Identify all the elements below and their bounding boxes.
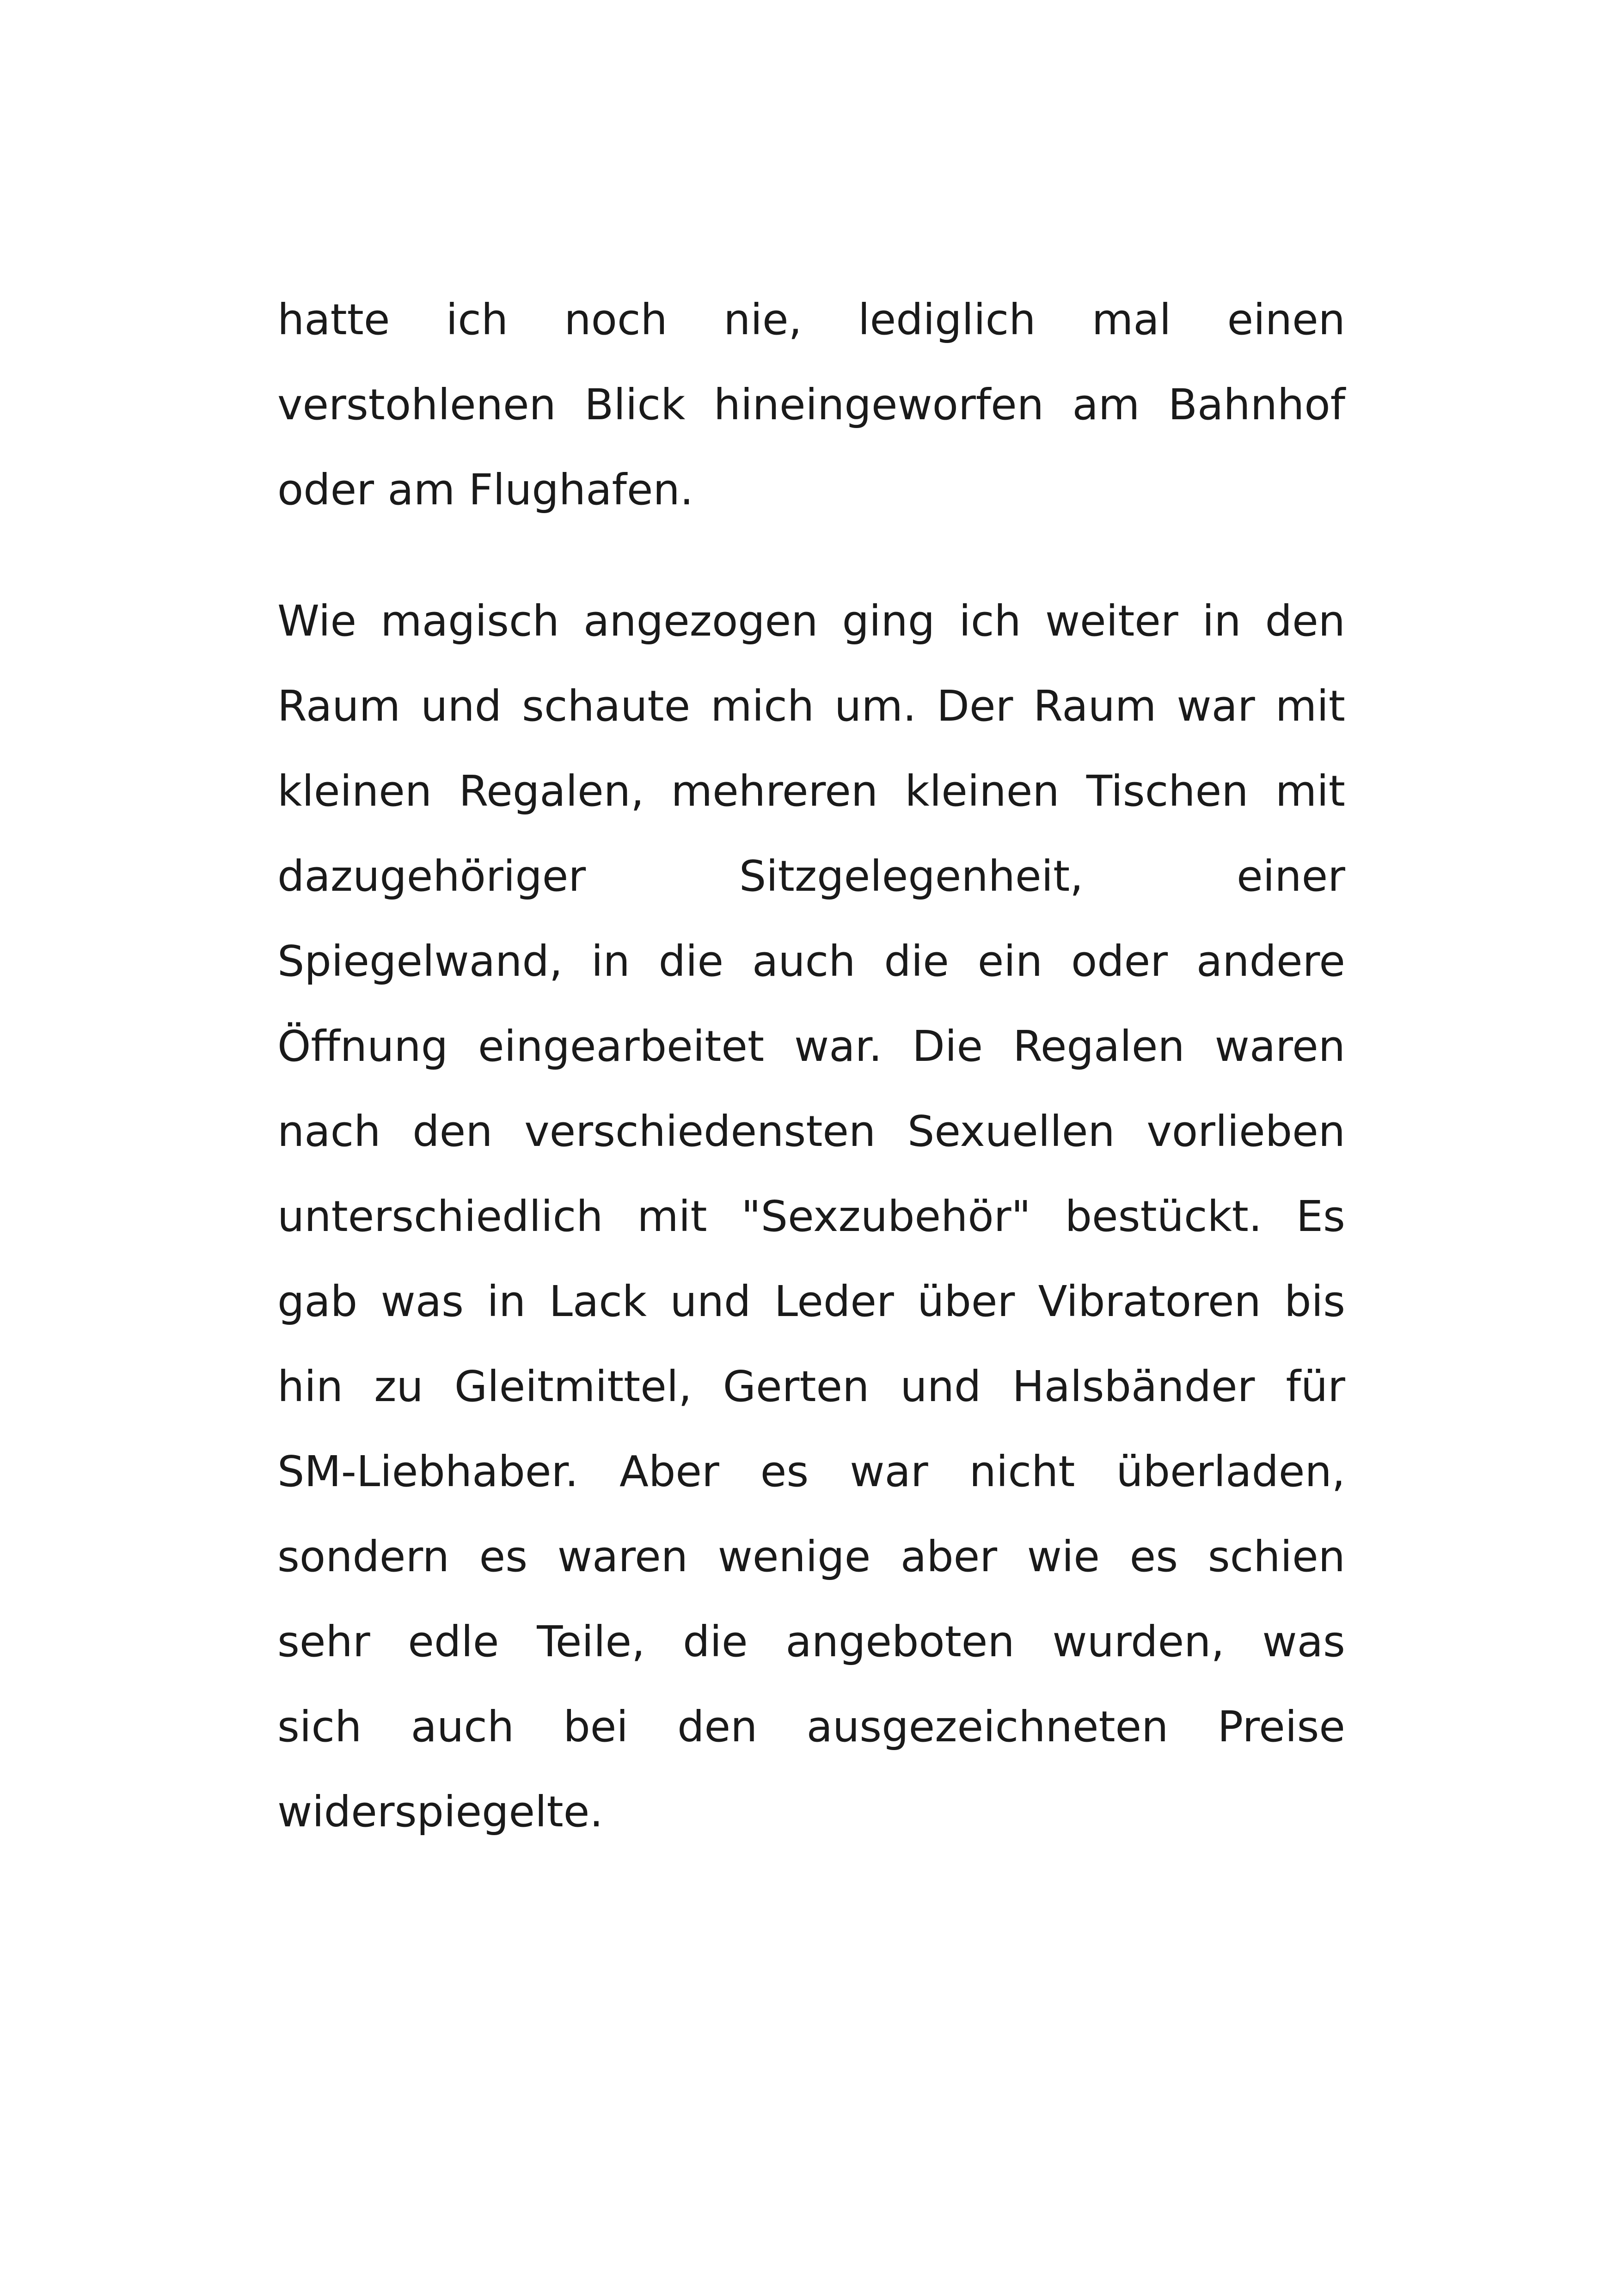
body-text: [277, 277, 1345, 1855]
text-line: Wie magisch angezogen ging ich weiter in den: [277, 596, 1345, 646]
text-line: hin zu Gleitmittel, Gerten und Halsbänder für: [277, 1362, 1345, 1411]
text-line: hatte ich noch nie, lediglich mal einen: [277, 295, 1345, 344]
text-line: verstohlenen Blick hineingeworfen am Bahnhof: [277, 380, 1345, 429]
paragraph-2: [277, 579, 1345, 1855]
text-line: dazugehöriger Sitzgelegenheit, einer: [277, 851, 1345, 901]
text-line: sich auch bei den ausgezeichneten Preise: [277, 1702, 1345, 1751]
paragraph-gap: [277, 533, 1345, 579]
text-line: oder am Flughafen.: [277, 465, 694, 514]
text-line: nach den verschiedensten Sexuellen vorlieben: [277, 1107, 1345, 1156]
text-line: sehr edle Teile, die angeboten wurden, was: [277, 1617, 1345, 1666]
text-line: widerspiegelte.: [277, 1787, 603, 1837]
text-line: SM-Liebhaber. Aber es war nicht überladen,: [277, 1447, 1345, 1496]
text-line: gab was in Lack und Leder über Vibratoren bis: [277, 1277, 1345, 1326]
text-line: Spiegelwand, in die auch die ein oder andere: [277, 937, 1345, 986]
text-line: Öffnung eingearbeitet war. Die Regalen waren: [277, 1022, 1345, 1071]
paragraph-1: [277, 277, 1345, 533]
text-line: unterschiedlich mit "Sexzubehör" bestückt. Es: [277, 1192, 1345, 1241]
text-line: Raum und schaute mich um. Der Raum war mit: [277, 681, 1345, 731]
text-line: sondern es waren wenige aber wie es schien: [277, 1532, 1345, 1581]
text-line: kleinen Regalen, mehreren kleinen Tischen mit: [277, 766, 1345, 816]
